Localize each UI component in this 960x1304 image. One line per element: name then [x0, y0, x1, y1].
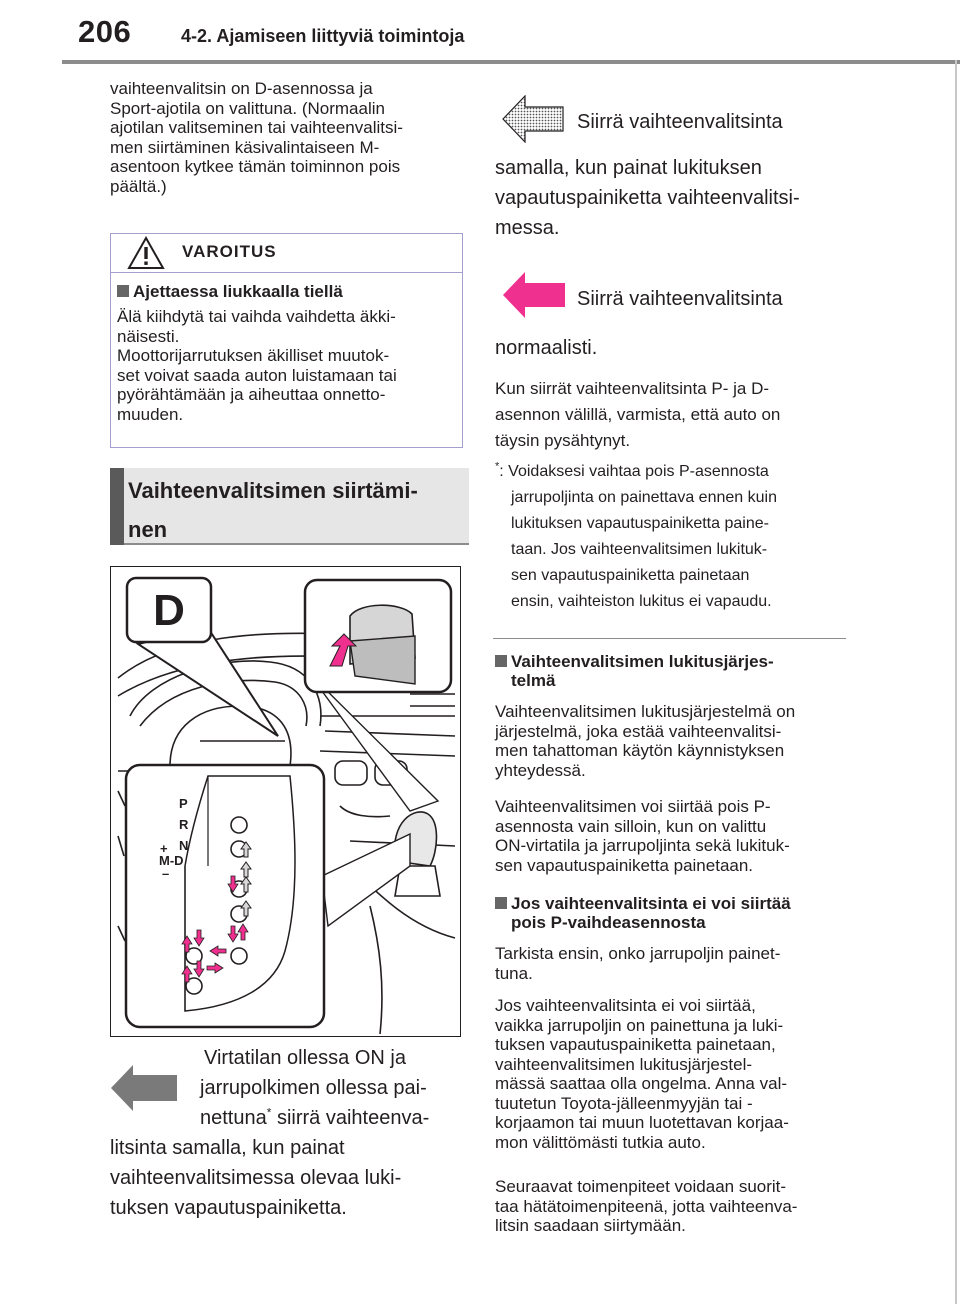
cannot-shift-para-3: [495, 1177, 855, 1236]
instruction-continued: [110, 1133, 470, 1223]
text-line: pyörähtämään ja aiheuttaa onnetto-: [117, 385, 386, 404]
text-line: järjestelmä, joka estää vaihteenvalitsi-: [495, 721, 782, 741]
text-line: täysin pysähtynyt.: [495, 431, 631, 450]
text-line: ensin, vaihteiston lukitus ei vapaudu.: [511, 593, 772, 610]
text-line: muuden.: [117, 404, 184, 424]
text-line: yhteydessä.: [495, 760, 586, 780]
note-paragraph: [495, 376, 855, 454]
lock-system-para-1: [495, 702, 855, 780]
text-line: lukituksen vapautuspainiketta paine-: [511, 515, 769, 532]
text-line: tuksen vapautuspainiketta.: [110, 1197, 347, 1219]
text-line: päältä.): [110, 176, 167, 196]
text-line: normaalisti.: [495, 337, 598, 359]
instruction-indented: [200, 1043, 470, 1133]
text-line: tuksen vapautuspainiketta painetaan,: [495, 1035, 776, 1054]
text-line: set voivat saada auton luistamaan tai: [117, 365, 397, 385]
legend-a-label: Siirrä vaihteenvalitsinta: [577, 111, 783, 133]
shift-lever-illustration: [110, 566, 461, 1037]
footnote: [495, 459, 855, 615]
text-line: Sport-ajotila on valittuna. (Normaalin: [110, 98, 385, 118]
text-line: taan. Jos vaihteenvalitsimen lukituk-: [511, 541, 768, 558]
text-line: jarrupolkimen ollessa pai-: [200, 1077, 427, 1099]
legend-a-text: [495, 153, 855, 243]
text-line: sen vapautuspainiketta painetaan.: [495, 855, 754, 875]
text-line: Vaihteenvalitsimen voi siirtää pois P-: [495, 797, 771, 816]
text-line: men siirtäminen käsivalintaiseen M-: [110, 137, 380, 157]
text-line: ajotilan valitseminen tai vaihteenvalitsi-: [110, 118, 403, 137]
text-line: vaihteenvalitsimen lukitusjärjestel-: [495, 1054, 753, 1074]
cannot-shift-para-1: [495, 944, 855, 983]
text-line: jarrupoljinta on painettava ennen kuin: [511, 489, 777, 506]
subheading-cannot-shift: Jos vaihteenvalitsinta ei voi siirtää pois P-vaihdeasennosta: [495, 894, 855, 932]
text-line: samalla, kun painat lukituksen: [495, 157, 762, 179]
intro-paragraph: [110, 79, 470, 196]
warning-triangle-icon: [127, 236, 165, 270]
text-line: litsin saadaan siirtymään.: [495, 1216, 686, 1235]
text-line: nettuna* siirrä vaihteenva-: [200, 1105, 430, 1129]
text-line: litsinta samalla, kun painat: [110, 1137, 345, 1159]
text-line: tuutetun Toyota-jälleenmyyjän tai -: [495, 1093, 753, 1113]
warning-text: [117, 307, 457, 424]
text-line: näisesti.: [117, 326, 180, 346]
warning-label: VAROITUS: [182, 242, 277, 261]
cannot-shift-para-2: [495, 996, 855, 1152]
text-line: vaihteenvalitsin on D-asennossa ja: [110, 79, 373, 98]
text-line: Älä kiihdytä tai vaihda vaihdetta äkki-: [117, 307, 396, 326]
square-bullet-icon: [495, 655, 507, 667]
page-edge-rule: [955, 60, 957, 1304]
header-rule: [62, 60, 960, 64]
divider: [493, 638, 846, 639]
section-heading: Vaihteenvalitsimen siirtämi- nen: [128, 478, 418, 542]
text-line: ON-virtatila ja jarrupoljinta sekä lukituk-: [495, 836, 790, 855]
text-line: asennon välillä, varmista, että auto on: [495, 405, 781, 424]
pink-arrow-icon: [503, 272, 565, 318]
square-bullet-icon: [495, 897, 507, 909]
text-line: mässä saattaa olla ongelma. Anna val-: [495, 1074, 788, 1093]
text-line: Vaihteenvalitsimen lukitusjärjestelmä on: [495, 702, 796, 721]
subheading-lock-system: Vaihteenvalitsimen lukitusjärjes- telmä: [495, 652, 855, 690]
text-line: Moottorijarrutuksen äkilliset muutok-: [117, 346, 390, 365]
text-line: Virtatilan ollessa ON ja: [204, 1047, 406, 1069]
text-line: vaihteenvalitsimessa olevaa luki-: [110, 1167, 402, 1189]
text-line: *: Voidaksesi vaihtaa pois P-asennosta: [495, 460, 769, 480]
text-line: korjaamon tai muun luotettavan korjaa-: [495, 1113, 789, 1132]
text-line: vaikka jarrupoljin on painettuna ja luki-: [495, 1015, 784, 1035]
text-line: vapautuspainiketta vaihteenvalitsi-: [495, 187, 800, 209]
text-line: men tahattoman käytön käynnistyksen: [495, 741, 785, 760]
text-line: asentoon kytkee tämän toiminnon pois: [110, 157, 401, 176]
gate-minus: –: [162, 866, 170, 881]
svg-text:D: D: [153, 586, 185, 635]
section-heading-accent: [110, 468, 124, 545]
dotted-arrow-icon: [502, 95, 564, 143]
section-title: 4-2. Ajamiseen liittyviä toimintoja: [181, 26, 465, 46]
grey-arrow-icon: [111, 1065, 177, 1111]
text-line: Jos vaihteenvalitsinta ei voi siirtää,: [495, 996, 756, 1015]
gate-p: P: [179, 796, 188, 811]
legend-b-label: Siirrä vaihteenvalitsinta: [577, 288, 783, 310]
text-line: mon välittömästi tutkia auto.: [495, 1132, 706, 1152]
page-number: 206: [78, 14, 132, 49]
text-line: messa.: [495, 217, 560, 239]
text-line: sen vapautuspainiketta painetaan: [511, 567, 750, 584]
text-line: tuna.: [495, 963, 533, 983]
gate-r: R: [179, 817, 189, 832]
text-line: Seuraavat toimenpiteet voidaan suorit-: [495, 1177, 787, 1196]
text-line: asennosta vain silloin, kun on valittu: [495, 816, 767, 836]
gate-plus: +: [160, 841, 168, 856]
lock-system-para-2: [495, 797, 855, 875]
warning-subheading: Ajettaessa liukkaalla tiellä: [117, 282, 343, 301]
gate-n: N: [179, 838, 189, 853]
legend-b-text: [495, 333, 855, 363]
text-line: Kun siirrät vaihteenvalitsinta P- ja D-: [495, 379, 770, 398]
text-line: taa hätätoimenpiteenä, jotta vaihteenva-: [495, 1196, 798, 1216]
gate-md: M-D: [159, 853, 184, 868]
square-bullet-icon: [117, 285, 129, 297]
text-line: Tarkista ensin, onko jarrupoljin painet-: [495, 944, 781, 963]
